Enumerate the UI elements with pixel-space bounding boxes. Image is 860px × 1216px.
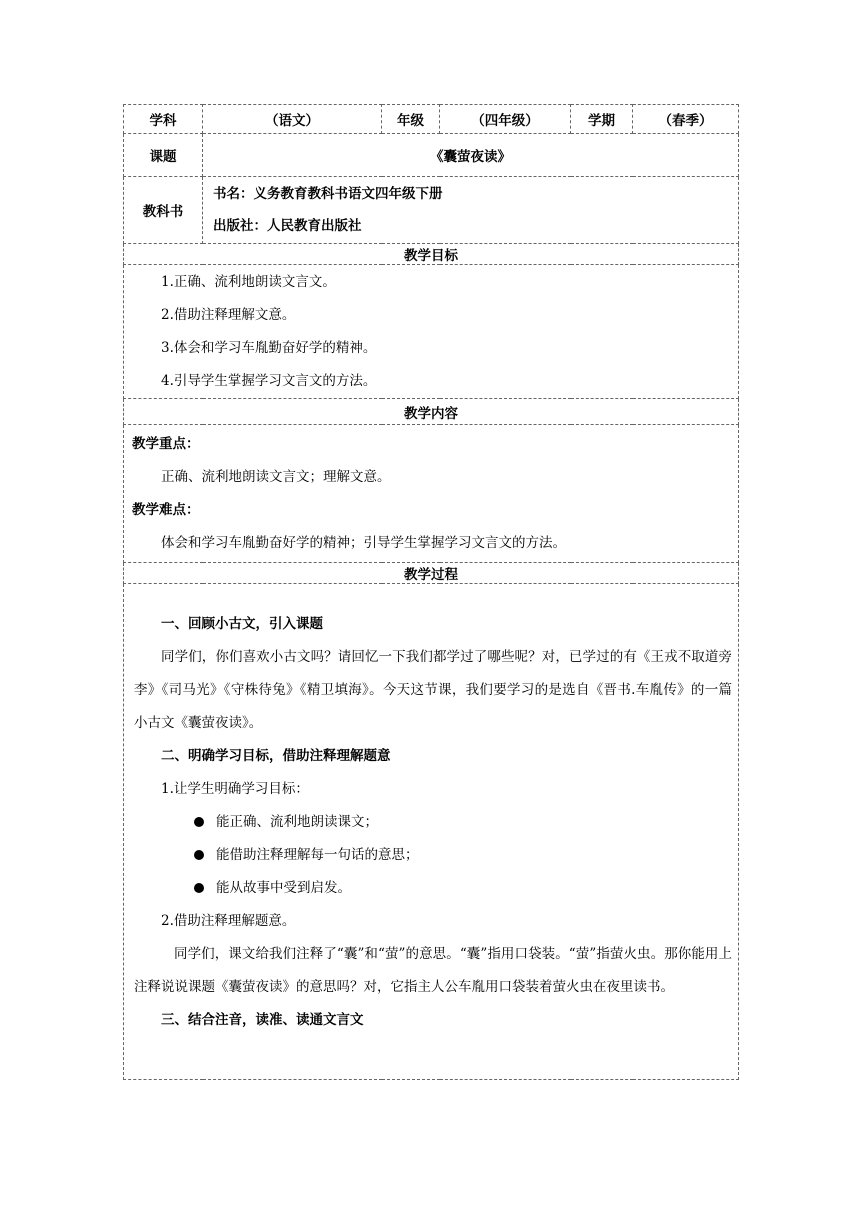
bullet-item [124,872,738,905]
content-body [124,425,739,563]
section-3-heading: 三、结合注音，读准、读通文言文 [161,1012,364,1028]
goals-list [124,265,739,399]
goal-item: 2.借助注释理解文意。 [161,306,296,323]
term-label: 学期 [571,105,633,134]
bullet-text: 能从故事中受到启发。 [216,880,351,896]
subject-value: （语文） [203,105,382,134]
content-title: 教学内容 [124,399,739,425]
goal-item: 3.体会和学习车胤勤奋好学的精神。 [161,339,377,356]
grade-value: （四年级） [440,105,571,134]
bullet-text: 能借助注释理解每一句话的意思； [216,847,419,863]
textbook-label: 教科书 [124,177,203,244]
process-body [124,584,739,1080]
bullet-dot-icon [194,883,204,893]
term-value: （春季） [633,105,739,134]
key-label: 教学重点： [132,435,200,452]
section-2-item-2: 2.借助注释理解题意。 [161,913,296,929]
bullet-item [124,806,738,839]
grade-label: 年级 [382,105,440,134]
publisher: 出版社：人民教育出版社 [213,218,362,234]
difficulty-text: 体会和学习车胤勤奋好学的精神；引导学生掌握学习文言文的方法。 [161,534,566,551]
goal-item: 4.引导学生掌握学习文言文的方法。 [161,372,377,389]
topic-value: 《囊萤夜读》 [203,134,739,177]
goal-item: 1.正确、流利地朗读文言文。 [161,273,336,290]
difficulty-label: 教学难点： [132,501,200,518]
subject-label: 学科 [124,105,203,134]
bullet-text: 能正确、流利地朗读课文； [216,814,378,830]
process-title: 教学过程 [124,563,739,584]
section-1-heading: 一、回顾小古文，引入课题 [161,616,323,632]
section-2-item-1: 1.让学生明确学习目标： [161,781,309,797]
bullet-item [124,839,738,872]
section-1-paragraph: 同学们，你们喜欢小古文吗？请回忆一下我们都学过了哪些呢？对，已学过的有《王戎不取道旁李》《司马光》《守株待兔》《精卫填海》。今天这节课，我们要学习的是选自《晋书.车胤传》的一篇小古文《囊萤夜读》。 [134,649,732,731]
textbook-info [203,177,739,244]
topic-label: 课题 [124,134,203,177]
bullet-dot-icon [194,817,204,827]
bullet-dot-icon [194,850,204,860]
key-text: 正确、流利地朗读文言文；理解文意。 [161,468,391,485]
goals-title: 教学目标 [124,244,739,265]
book-name: 书名：义务教育教科书语文四年级下册 [213,186,443,202]
section-2-heading: 二、明确学习目标，借助注释理解题意 [161,748,391,764]
lesson-plan-table [123,104,739,1080]
section-2-paragraph: 同学们，课文给我们注释了“囊”和“萤”的意思。“囊”指用口袋装。“萤”指萤火虫。那你能用上注释说说课题《囊萤夜读》的意思吗？对，它指主人公车胤用口袋装着萤火虫在夜里读书。 [134,946,732,995]
